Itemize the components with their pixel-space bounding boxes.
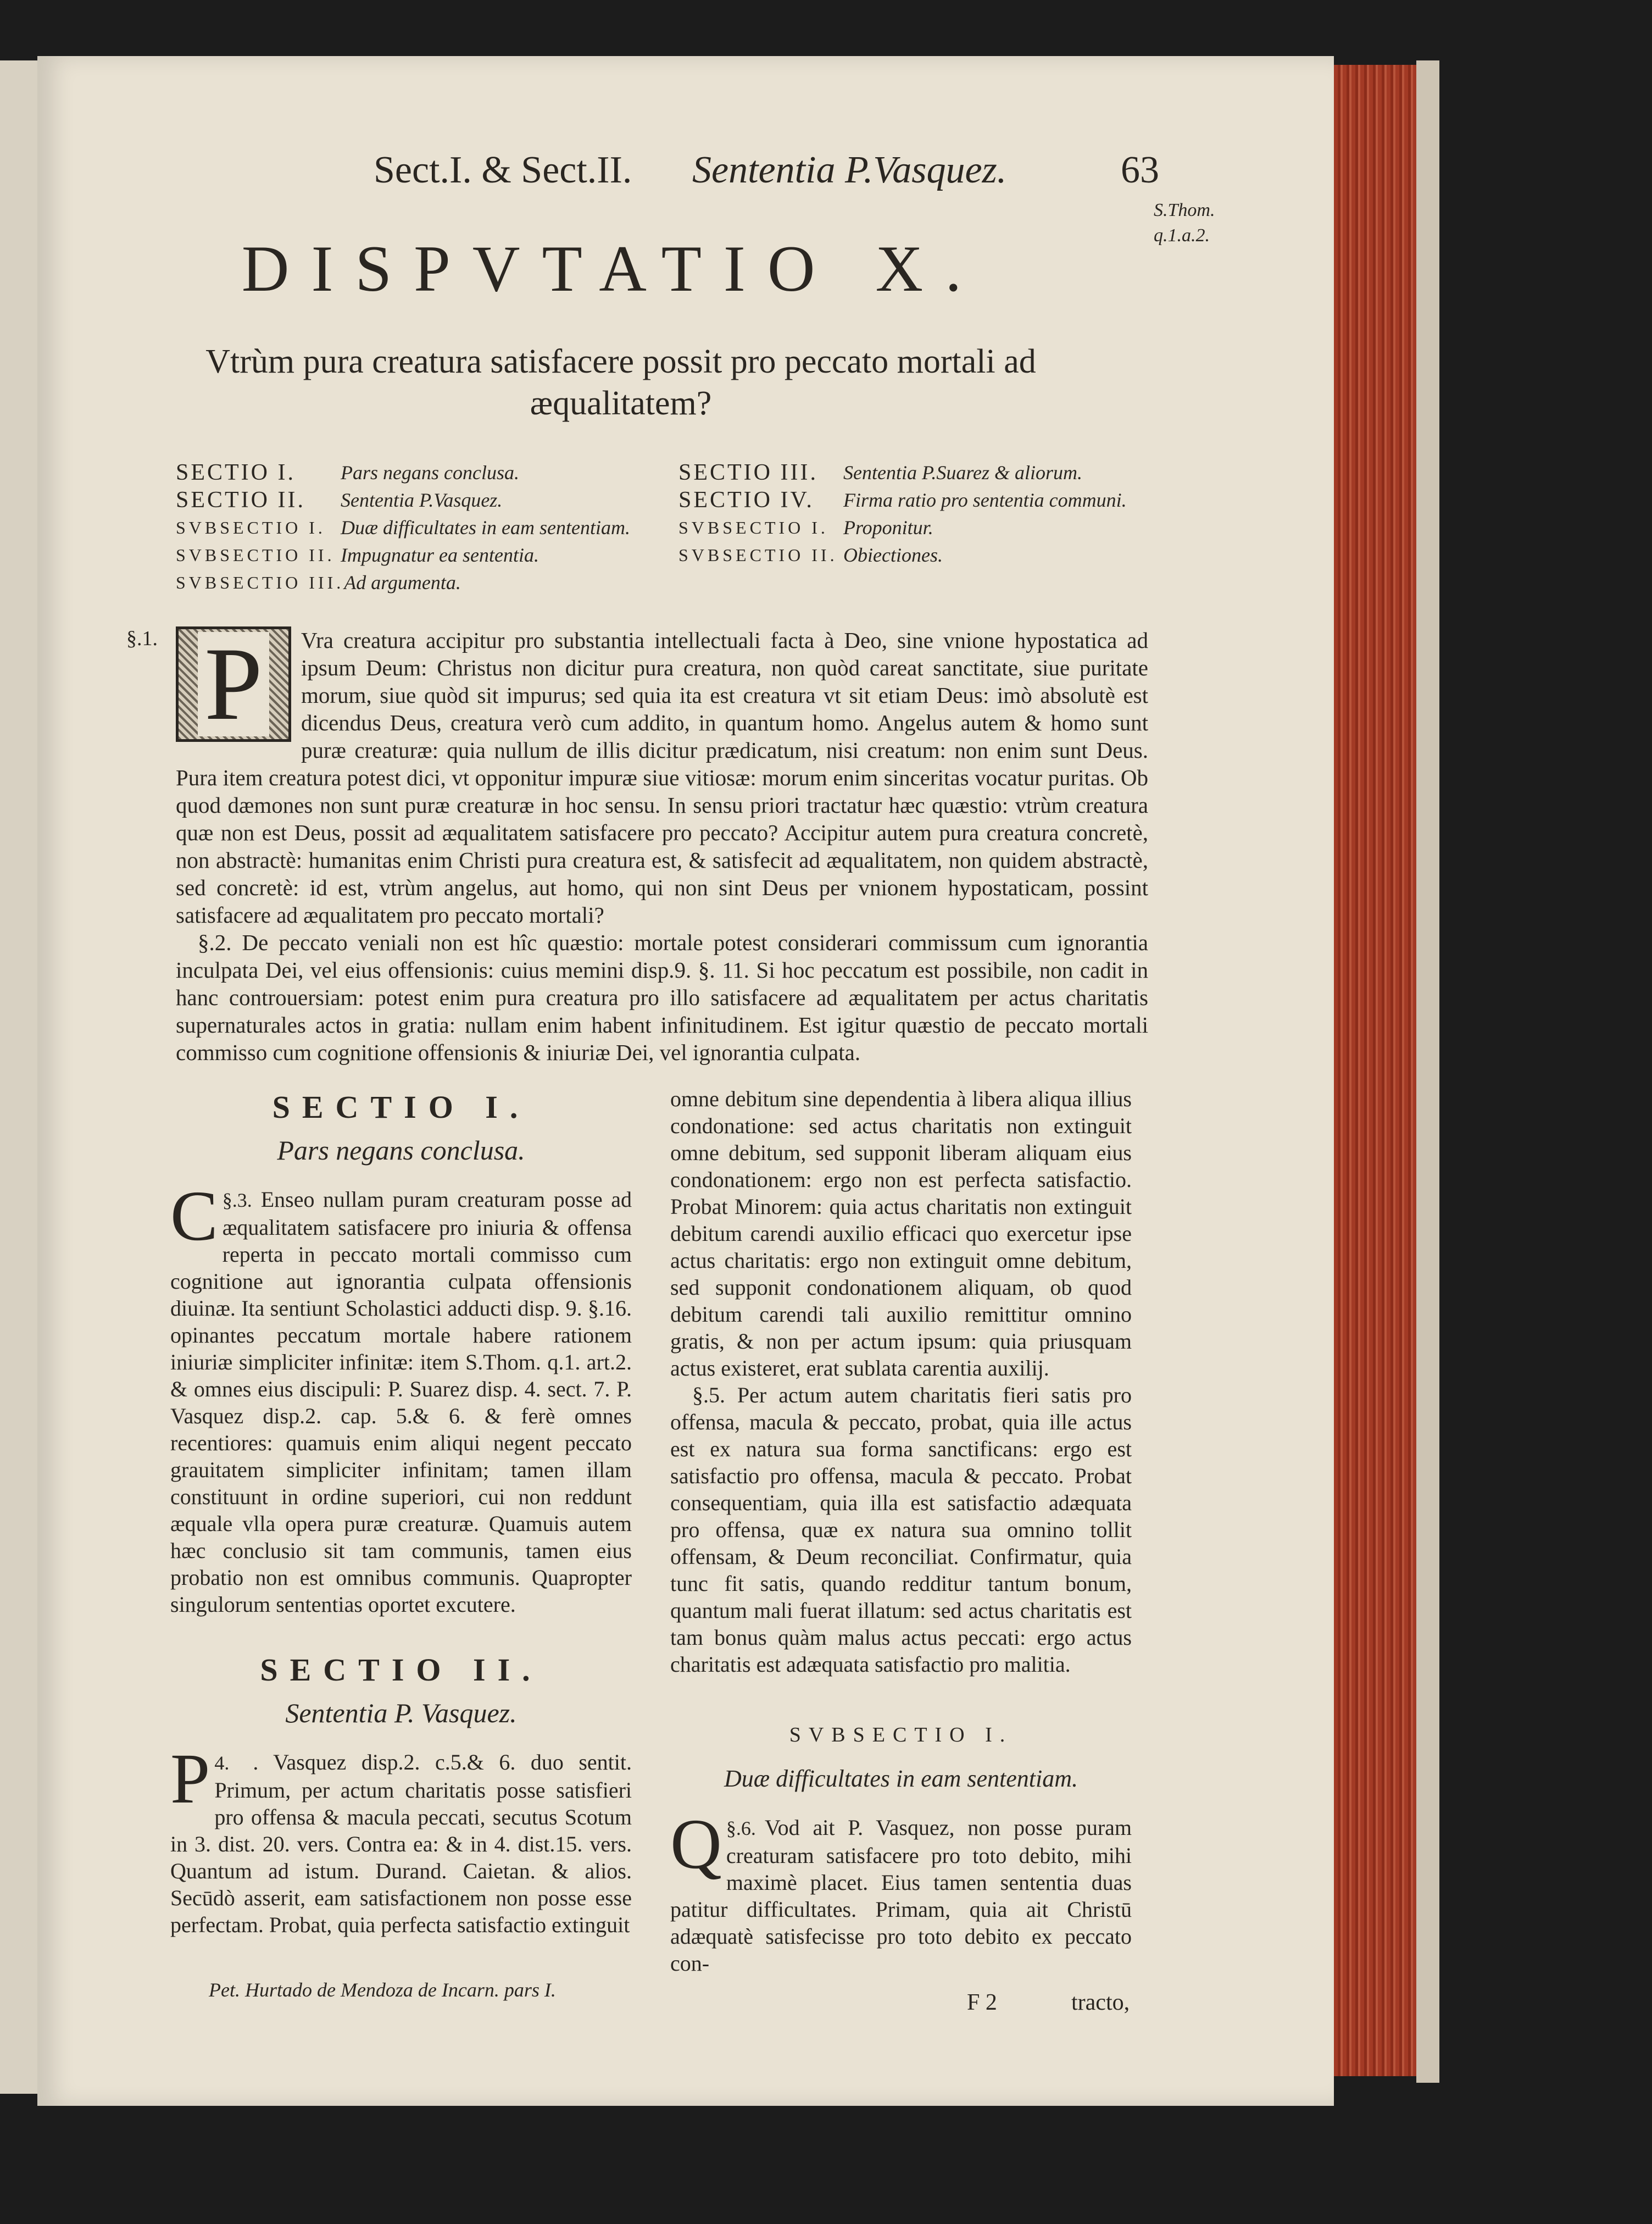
- signature-mark: F 2: [967, 1990, 997, 2015]
- toc-entry: SECTIO II. Sententia P.Vasquez.: [176, 487, 503, 513]
- toc-entry: SVBSECTIO I. Proponitur.: [678, 517, 933, 539]
- paragraph-6: §.6. Q Vod ait P. Vasquez, non posse puram creaturam satisfacere pro toto debito, mihi maximè placet. Eius tamen sententia duas patitur difficultates. Primam, quia ait Christū adæquatè satisfecisse pro toto debito ex peccato con-: [670, 1805, 1132, 1976]
- paragraph-2: §.2. De peccato veniali non est hîc quæstio: mortale potest considerari commissum cum ignorantia inculpata Dei, vel eius offensionis: cuius memini disp.9. §. 11. Si hoc peccatum est possibile, non cadit in hanc controuersiam: potest enim pura creatura pro illo satisfacere ad æqualitatem per actus charitatis supernaturales actos in gratia: nullam enim habent infinitudinem. Est igitur quæstio de peccato mortali commisso cum cognitione offensionis & iniuriæ Dei, vel ignorantia culpata.: [176, 930, 1148, 1065]
- toc-entry: SECTIO I. Pars negans conclusa.: [176, 460, 519, 485]
- catchword: tracto,: [1071, 1990, 1130, 2015]
- toc-right: [678, 459, 1184, 569]
- book-cover-edge: [1416, 60, 1439, 2083]
- subsection-1-subtitle: Duæ difficultates in eam sententiam.: [724, 1765, 1078, 1792]
- toc-entry: SVBSECTIO II. Obiectiones.: [678, 544, 943, 566]
- toc-entry: SVBSECTIO II. Impugnatur ea sententia.: [176, 544, 539, 566]
- paragraph-continuation: omne debitum sine dependentia à libera aliqua illius condonatione: sed actus charitatis non extinguit omne debitum, sed supponit liberam aliquam eius condonationem: ergo non est perfecta satisfactio. Probat Minorem: quia actus charitatis non extinguit debitum carendi auxilio efficaci quo exercetur ipse actus charitatis: ergo non extinguit omne debitum, sed supponit condonationem aliquam, ob quod debitum carendi tali auxilio remittitur omnino gratis, & non per actum ipsum: quia priusquam actus existeret, erat sublata carentia auxilij.: [670, 1086, 1132, 1380]
- running-head-text: Sect.I. & Sect.II.: [374, 149, 632, 191]
- paragraph-4: 4. P . Vasquez disp.2. c.5.& 6. duo sentit. Primum, per actum charitatis posse satisfieri pro offensa & macula peccati, secutus Scotum in 3. dist. 20. vers. Contra ea: & in 4. dist.15. vers. Quantum ad istum. Durand. Caietan. & alios. Secūdò asserit, eam satisfactionem non posse esse perfectam. Probat, quia perfecta satisfactio extinguit: [170, 1739, 632, 1937]
- section-1-subtitle: Pars negans conclusa.: [277, 1135, 525, 1166]
- section-1-heading: SECTIO I.: [272, 1089, 530, 1125]
- running-head-italic: Sententia P.Vasquez.: [692, 149, 1007, 191]
- paragraph-5: §.5. Per actum autem charitatis fieri satis pro offensa, macula & peccato, probat, quia ille actus est ex natura sua forma sanctificans: ergo est satisfactio pro offensa, macula & peccato. Probat consequentiam, quia illa est satisfactio adæquata pro offensa, quæ ex natura sua omnino tollit offensam, & Deum reconciliat. Confirmatur, quia tunc fit satis, quando redditur tantum bonum, quantum mali fuerat illatum: sed actus charitatis est tam bonus quàm malus actus peccati: ergo actus charitatis est adæquata satisfactio pro malitia.: [670, 1383, 1132, 1677]
- toc-entry: SVBSECTIO III. Ad argumenta.: [176, 572, 461, 594]
- disputation-title: DISPVTATIO X.: [241, 232, 984, 305]
- toc-entry: SECTIO IV. Firma ratio pro sententia communi.: [678, 487, 1127, 513]
- ornamental-initial: P: [176, 626, 291, 742]
- section-2-heading: SECTIO II.: [260, 1652, 542, 1688]
- margin-note-line: q.1.a.2.: [1154, 225, 1210, 246]
- toc-entry: SECTIO III. Sententia P.Suarez & aliorum.: [678, 460, 1082, 485]
- subsection-1-heading: SVBSECTIO I.: [789, 1723, 1013, 1746]
- right-column: [670, 1085, 1132, 1977]
- introduction: [176, 626, 1148, 1066]
- section-2-subtitle: Sententia P. Vasquez.: [285, 1698, 517, 1728]
- page-number: 63: [1121, 149, 1159, 191]
- page-edges-red: [1334, 65, 1416, 2076]
- disputation-question: Vtrùm pura creatura satisfacere possit pro peccato mortali ad æqualitatem?: [205, 343, 1036, 422]
- left-column: [170, 1089, 632, 1938]
- footer-title: Pet. Hurtado de Mendoza de Incarn. pars I.: [209, 1979, 556, 2001]
- margin-note-line: S.Thom.: [1154, 200, 1215, 220]
- paragraph-mark: §.1.: [126, 627, 158, 650]
- paragraph-1: Vra creatura accipitur pro substantia intellectuali facta à Deo, sine vnione hypostatica ad ipsum Deum: Christus non dicitur pura creatura, non quòd careat sanctitate, siue puritate morum, siue quòd sit impurus; sed quia ita est creatura vt sit etiam Deus: imò absolutè est dicendus Deus, creatura verò cum addito, in quantum homo. Angelus autem & homo sunt puræ creaturæ: quia nullum de illis dicitur prædicatum, nisi creatum: non enim sunt Deus. Pura item creatura potest dici, vt opponitur impuræ siue vitiosæ: morum enim sinceritas vocatur puritas. Ob quod dæmones non sunt puræ creaturæ in hoc sensu. In sensu priori tractatur hæc quæstio: vtrùm creatura quæ non est Deus, possit ad æqualitatem satisfacere pro peccato? Accipitur autem pura creatura concretè, non abstractè: humanitas enim Christi pura creatura est, & satisfecit ad æqualitatem, non quidem abstractè, sed concretè: id est, vtrùm angelus, aut homo, qui non sint Deus per vnionem hypostaticam, possint satisfacere ad æqualitatem pro peccato mortali?: [176, 628, 1148, 928]
- facing-page-edge: [0, 60, 41, 2094]
- paragraph-3: §.3. C Enseo nullam puram creaturam posse ad æqualitatem satisfacere pro iniuria & offensa reperta in peccato mortali commisso cum cognitione aut ignorantia culpata offensionis diuinæ. Ita sentiunt Scholastici adducti disp. 9. §.16. opinantes peccatum mortale habere rationem iniuriæ simpliciter infinitæ: item S.Thom. q.1. art.2. & omnes eius discipuli: P. Suarez disp. 4. sect. 7. P. Vasquez disp.2. cap. 5.& 6. & ferè omnes recentiores: quamuis enim aliqui negent peccato grauitatem simpliciter infinitam; tamen illam constituunt in ordine superiori, cui non reddunt æquale vlla opera puræ creaturæ. Quamuis autem hæc conclusio sit tam communis, tamen eius probatio non est omnibus communis. Quapropter singulorum sententias oportet excutere.: [170, 1177, 632, 1617]
- toc-left: [176, 459, 692, 596]
- toc-entry: SVBSECTIO I. Duæ difficultates in eam sententiam.: [176, 517, 630, 539]
